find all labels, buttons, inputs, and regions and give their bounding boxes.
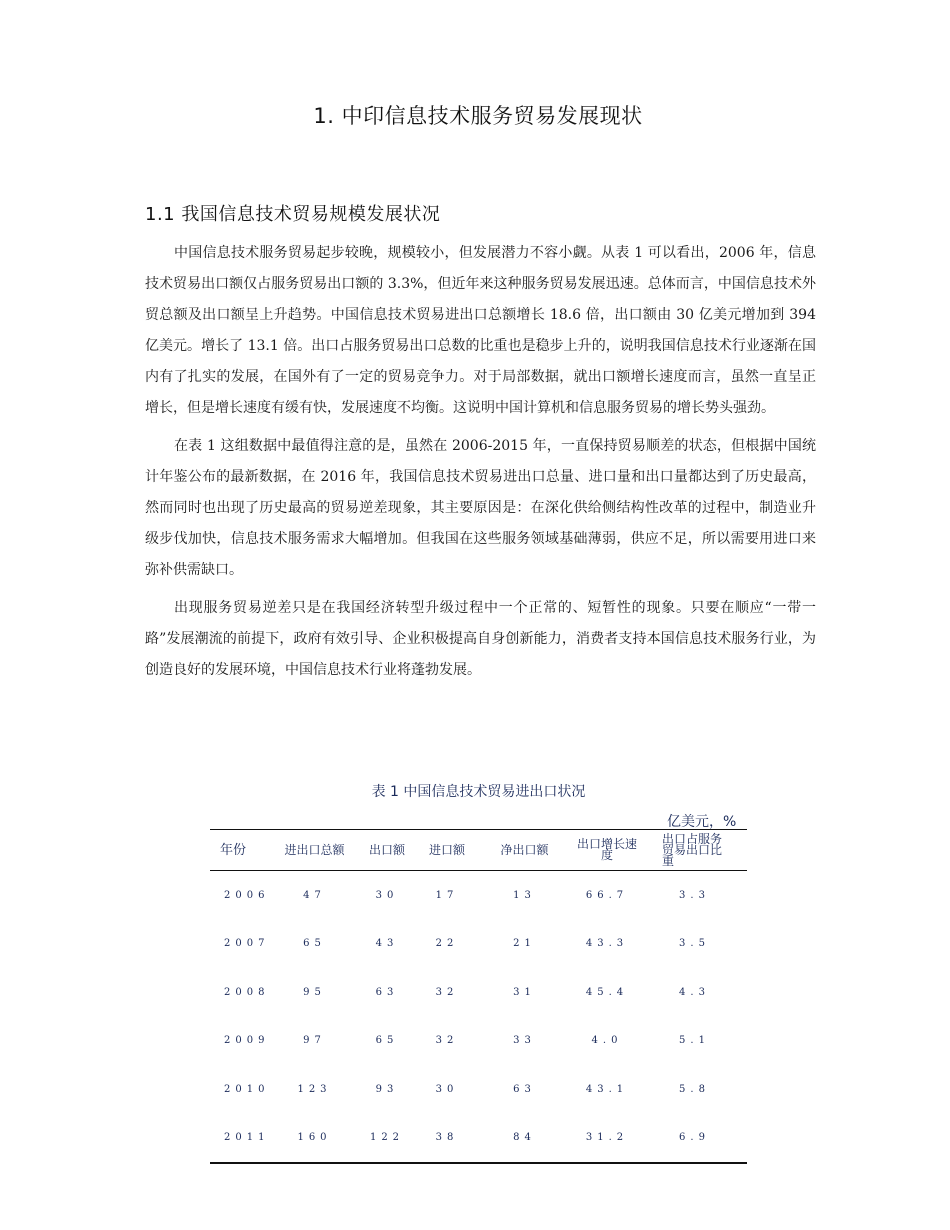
cell-export-share: 3.3 [679,889,710,901]
cell-import: 38 [435,1132,459,1144]
cell-export-share: 5.8 [679,1083,710,1095]
cell-import: 32 [435,1035,459,1047]
cell-export-growth: 43.3 [585,938,629,950]
cell-net-export: 31 [513,986,536,998]
cell-import: 32 [435,986,459,998]
cell-export-share: 5.1 [679,1035,710,1047]
header-export: 出口额 [368,842,405,857]
cell-export: 65 [375,1035,399,1047]
table-row [210,871,747,920]
paragraph-3: 出现服务贸易逆差只是在我国经济转型升级过程中一个正常的、短暂性的现象。只要在顺应“一带一路”发展潮流的前提下，政府有效引导、企业积极提高自身创新能力，消费者支持本国信息技术服务行业，为创造良好的发展环境，中国信息技术行业将蓬勃发展。 [145,600,816,678]
cell-total: 47 [303,889,326,901]
table-row [210,1114,747,1164]
cell-export: 63 [375,986,399,998]
page-title: 1. 中印信息技术服务贸易发展现状 [313,104,643,128]
cell-net-export: 13 [513,889,536,901]
cell-export-growth: 4.0 [591,1035,623,1047]
cell-net-export: 33 [513,1035,536,1047]
cell-export-growth: 45.4 [585,986,629,998]
cell-total: 65 [303,938,326,950]
cell-net-export: 21 [513,938,536,950]
cell-export: 93 [375,1083,399,1095]
cell-export-share: 6.9 [679,1132,710,1144]
cell-net-export: 63 [513,1083,536,1095]
cell-export: 43 [375,938,399,950]
table-row [210,1017,747,1066]
trade-data-table [210,829,747,1164]
section-body [145,238,816,693]
cell-year: 2009 [224,1035,270,1047]
cell-export: 30 [375,889,399,901]
cell-year: 2008 [224,986,270,998]
table-row [210,920,747,969]
paragraph-1: 中国信息技术服务贸易起步较晚，规模较小，但发展潜力不容小觑。从表 1 可以看出，2006 年，信息技术贸易出口额仅占服务贸易出口额的 3.3%，但近年来这种服务贸易发展迅速。总体而言，中国信息技术外贸总额及出口额呈上升趋势。中国信息技术贸易进出口总额增长 18.6 倍，出口额由 30 亿美元增加到 394 亿美元。增长了 13.1 倍。出口占服务贸易出口总数的比重也是稳步上升的，说明我国信息技术行业逐渐在国内有了扎实的发展，在国外有了一定的贸易竞争力。对于局部数据，就出口额增长速度而言，虽然一直呈正增长，但是增长速度有缓有快，发展速度不均衡。这说明中国计算机和信息服务贸易的增长势头强劲。 [145,245,816,416]
cell-year: 2010 [224,1083,270,1095]
cell-total: 97 [303,1035,326,1047]
cell-year: 2007 [224,938,270,950]
cell-export-growth: 43.1 [585,1083,629,1095]
table-header-row [210,830,747,871]
cell-year: 2011 [224,1132,270,1144]
cell-total: 160 [297,1132,332,1144]
header-import: 进口额 [428,842,465,857]
header-export-share: 出口占服务贸易出口比重 [662,831,723,868]
table-caption: 表 1 中国信息技术贸易进出口状况 [371,784,586,800]
header-year: 年份 [220,842,247,858]
cell-export-share: 3.5 [679,938,710,950]
header-export-growth: 出口增长速度 [576,837,637,862]
cell-export: 122 [369,1132,405,1144]
table-unit-label: 亿美元，% [667,814,737,830]
cell-import: 22 [435,938,459,950]
cell-export-share: 4.3 [679,986,710,998]
table-row [210,968,747,1017]
cell-export-growth: 66.7 [585,889,629,901]
cell-import: 30 [435,1083,459,1095]
paragraph-2: 在表 1 这组数据中最值得注意的是，虽然在 2006-2015 年，一直保持贸易顺差的状态，但根据中国统计年鉴公布的最新数据，在 2016 年，我国信息技术贸易进出口总量、进口量和出口量都达到了历史最高，然而同时也出现了历史最高的贸易逆差现象，其主要原因是：在深化供给侧结构性改革的过程中，制造业升级步伐加快，信息技术服务需求大幅增加。但我国在这些服务领域基础薄弱，供应不足，所以需要用进口来弥补供需缺口。 [145,438,816,578]
cell-total: 95 [303,986,326,998]
table-row [210,1065,747,1114]
cell-total: 123 [297,1083,332,1095]
cell-year: 2006 [224,889,270,901]
cell-export-growth: 31.2 [585,1132,629,1144]
header-total: 进出口总额 [284,842,345,857]
section-heading: 1.1 我国信息技术贸易规模发展状况 [145,204,441,225]
cell-net-export: 84 [513,1132,536,1144]
cell-import: 17 [435,889,459,901]
header-net-export: 净出口额 [500,842,549,857]
